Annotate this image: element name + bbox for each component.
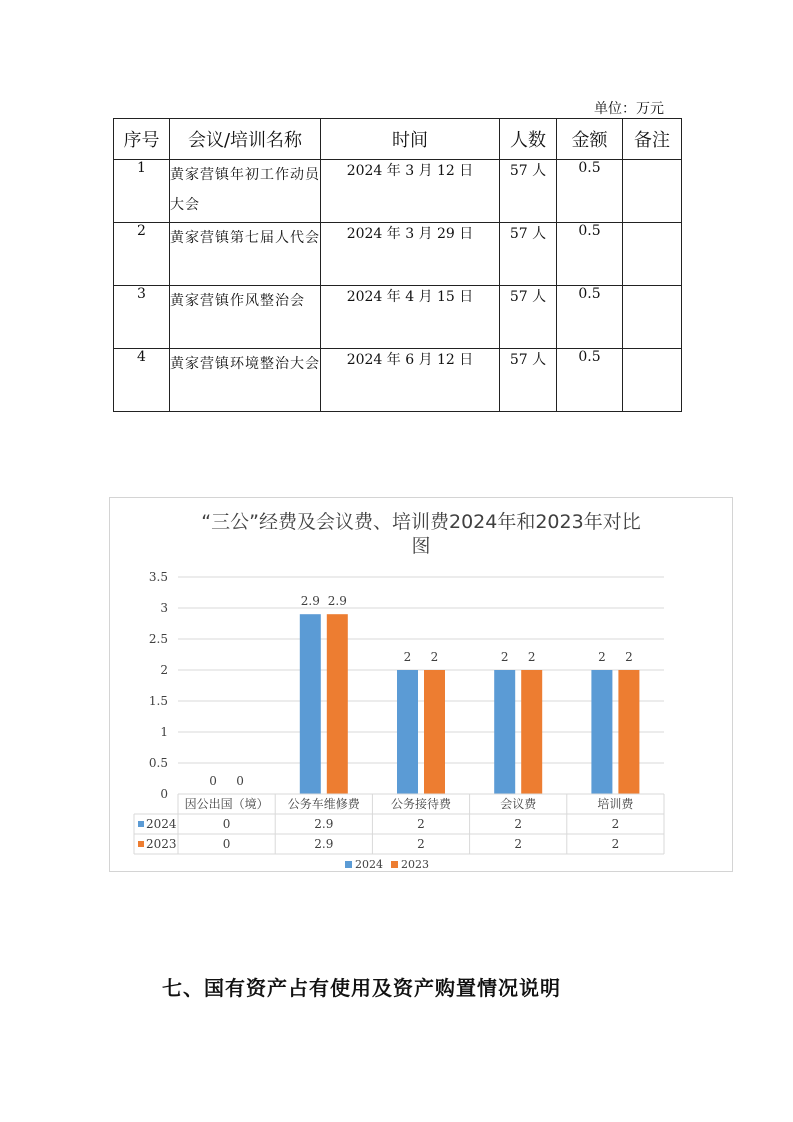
table-cell: 2 (514, 837, 523, 851)
table-row (114, 223, 682, 286)
row-index: 1 (114, 160, 170, 223)
x-category-label: 公务车维修费 (287, 797, 360, 811)
y-tick-label: 3.5 (148, 570, 168, 584)
section-title: 七、国有资产占有使用及资产购置情况说明 (162, 976, 561, 1000)
row-note (623, 223, 682, 286)
row-people: 57 人 (500, 349, 557, 412)
row-name: 黄家营镇环境整治大会 (170, 349, 321, 412)
table-series-key (138, 841, 144, 847)
data-label: 2 (500, 650, 509, 664)
x-category-label: 会议费 (500, 797, 537, 811)
data-label: 2.9 (327, 594, 347, 609)
table-cell: 2 (611, 817, 620, 831)
y-tick-label: 3 (160, 601, 168, 615)
header-index: 序号 (114, 119, 170, 160)
data-label: 2 (598, 650, 606, 664)
row-name: 黄家营镇第七届人代会 (170, 223, 321, 286)
y-tick-label: 0.5 (148, 756, 168, 770)
row-people: 57 人 (500, 160, 557, 223)
header-people: 人数 (500, 119, 557, 160)
row-date: 2024 年 3 月 12 日 (321, 160, 500, 223)
y-tick-label: 0 (160, 787, 168, 801)
table-series-key (138, 821, 144, 827)
legend-label: 2023 (401, 858, 429, 871)
bar-2024 (494, 670, 515, 794)
row-amount: 0.5 (557, 160, 623, 223)
row-name: 黄家营镇年初工作动员大会 (170, 160, 321, 223)
table-row (114, 286, 682, 349)
bar-2024 (397, 670, 418, 794)
table-cell: 2.9 (314, 837, 334, 851)
row-note (623, 286, 682, 349)
y-tick-label: 2 (160, 663, 168, 677)
chart-title-continued: 图 (411, 535, 431, 557)
y-tick-label: 1.5 (148, 694, 168, 708)
table-row (114, 349, 682, 412)
data-label: 2 (403, 650, 412, 664)
legend-swatch-2023 (391, 861, 398, 868)
row-index: 2 (114, 223, 170, 286)
table-cell: 2.9 (314, 817, 334, 831)
x-category-label: 培训费 (597, 797, 634, 811)
bar-2023 (424, 670, 445, 794)
bar-2023 (618, 670, 639, 794)
table-cell: 2 (417, 837, 425, 851)
x-category-label: 因公出国（境） (184, 797, 269, 811)
header-note: 备注 (623, 119, 682, 160)
table-series-name: 2023 (146, 837, 177, 851)
row-amount: 0.5 (557, 223, 623, 286)
row-amount: 0.5 (557, 286, 623, 349)
comparison-chart (109, 497, 733, 872)
data-label: 0 (236, 774, 244, 788)
row-people: 57 人 (500, 286, 557, 349)
table-row (114, 160, 682, 223)
row-date: 2024 年 3 月 29 日 (321, 223, 500, 286)
row-note (623, 349, 682, 412)
y-tick-label: 2.5 (148, 632, 168, 646)
bar-2024 (591, 670, 612, 794)
bar-2023 (327, 614, 348, 794)
header-amount: 金额 (557, 119, 623, 160)
table-series-name: 2024 (146, 817, 177, 831)
legend-swatch-2024 (345, 861, 352, 868)
table-cell: 0 (222, 817, 231, 831)
chart-svg (110, 498, 732, 871)
x-category-label: 公务接待费 (390, 797, 452, 811)
row-amount: 0.5 (557, 349, 623, 412)
bar-2023 (521, 670, 542, 794)
unit-label: 单位：万元 (594, 101, 664, 117)
row-index: 3 (114, 286, 170, 349)
meeting-table (113, 118, 682, 412)
data-label: 2.9 (300, 594, 320, 609)
table-cell: 0 (222, 837, 231, 851)
header-date: 时间 (321, 119, 500, 160)
row-index: 4 (114, 349, 170, 412)
row-note (623, 160, 682, 223)
table-cell: 2 (417, 817, 425, 831)
data-label: 2 (527, 650, 536, 664)
row-date: 2024 年 6 月 12 日 (321, 349, 500, 412)
header-name: 会议/培训名称 (170, 119, 321, 160)
table-header-row (114, 119, 682, 160)
chart-title: “三公”经费及会议费、培训费2024年和2023年对比 (201, 511, 641, 533)
data-label: 2 (625, 650, 633, 664)
row-name: 黄家营镇作风整治会 (170, 286, 321, 349)
table-cell: 2 (514, 817, 523, 831)
row-date: 2024 年 4 月 15 日 (321, 286, 500, 349)
y-tick-label: 1 (160, 725, 168, 739)
data-label: 0 (209, 774, 217, 788)
row-people: 57 人 (500, 223, 557, 286)
data-label: 2 (430, 650, 439, 664)
legend-label: 2024 (355, 858, 383, 871)
table-cell: 2 (611, 837, 620, 851)
bar-2024 (300, 614, 321, 794)
